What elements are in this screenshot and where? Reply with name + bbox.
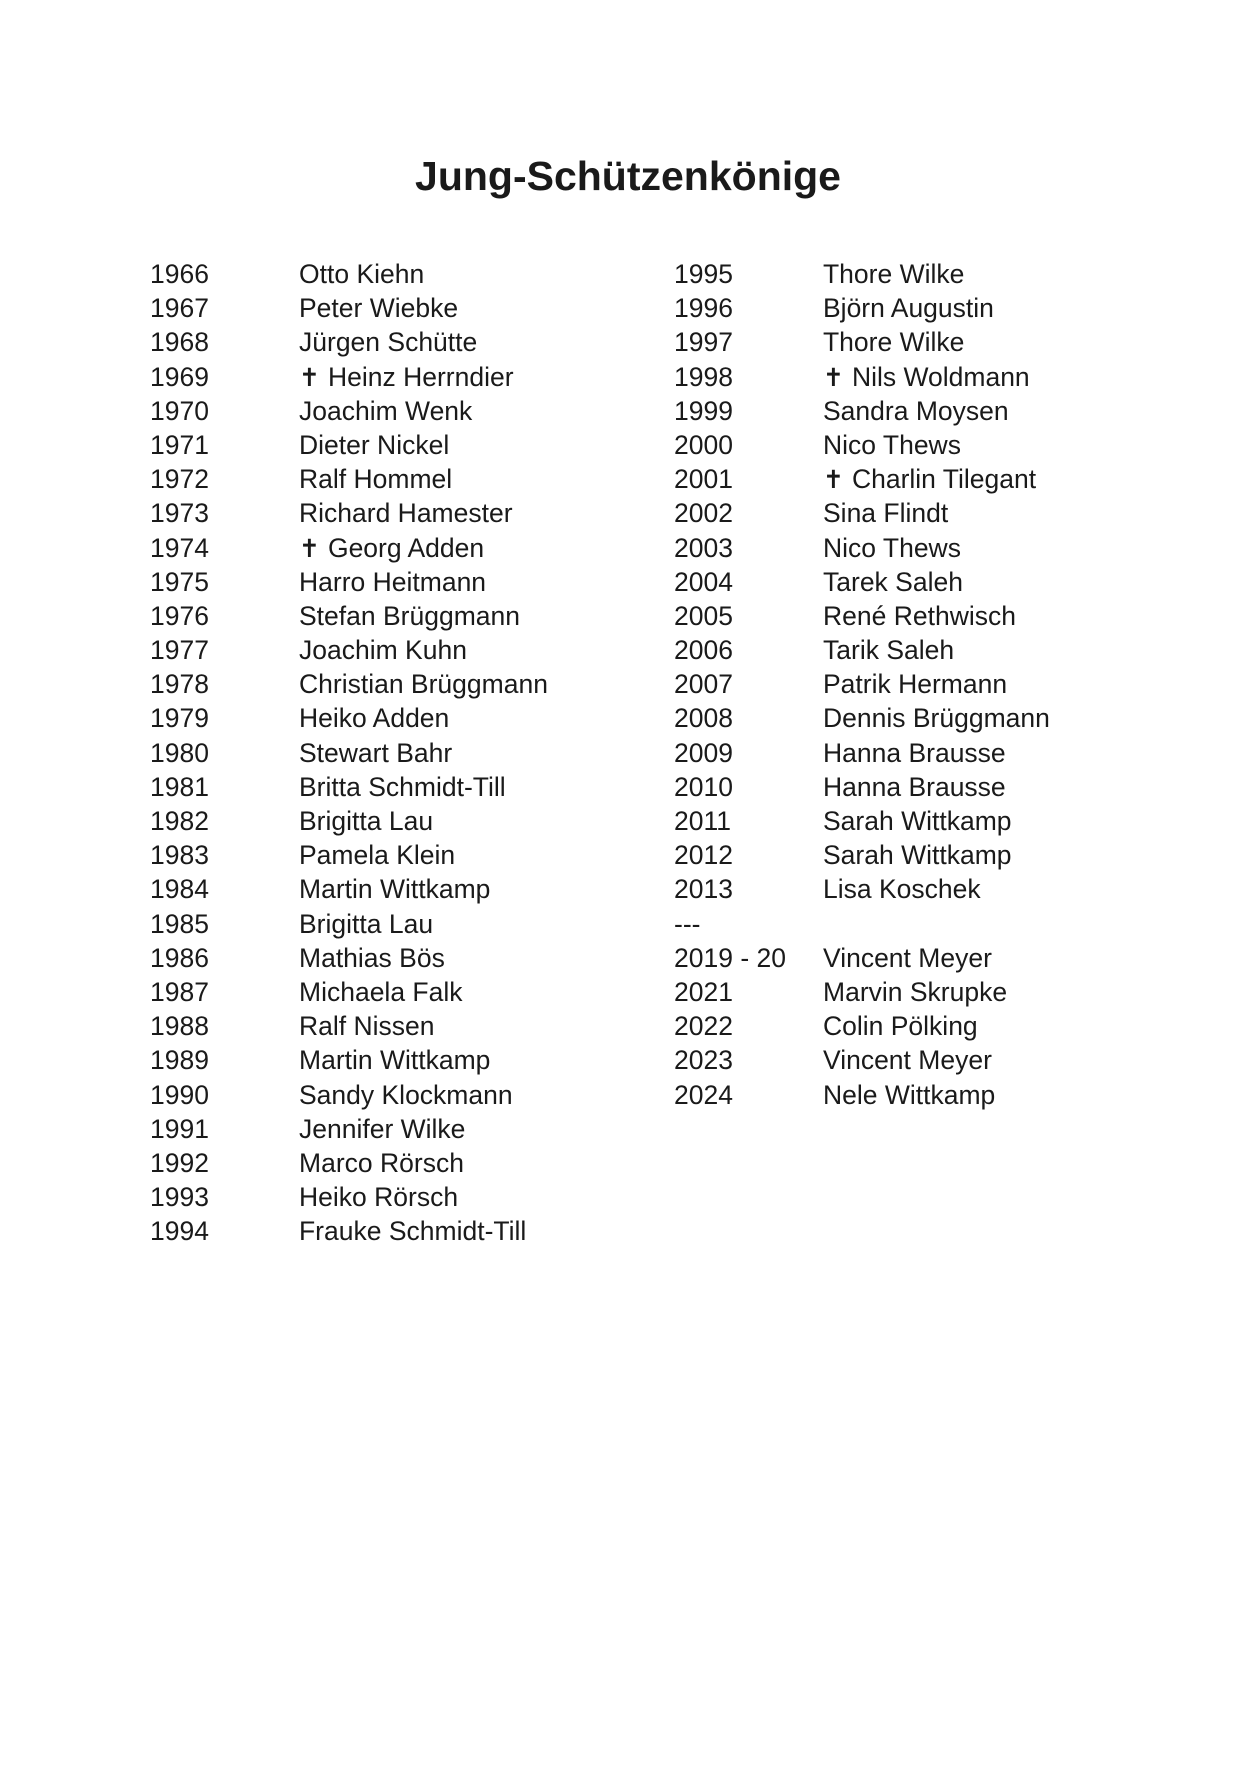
list-item (674, 531, 1174, 565)
list-item (150, 462, 610, 496)
king-name (823, 1009, 978, 1043)
king-name (299, 667, 548, 701)
list-item (150, 1214, 610, 1248)
year-label: 1988 (150, 1011, 209, 1042)
king-name (823, 1078, 995, 1112)
list-item (150, 428, 610, 462)
list-item (150, 872, 610, 906)
king-name-text: Georg Adden (327, 532, 485, 563)
king-name-text: Martin Wittkamp (299, 1045, 491, 1076)
year-label: 2009 (674, 737, 733, 768)
year-label: 1974 (150, 532, 209, 563)
king-name-text: René Rethwisch (823, 600, 1016, 631)
list-item (674, 496, 1174, 530)
list-item (150, 394, 610, 428)
list-item (150, 667, 610, 701)
year-label: 2011 (674, 806, 731, 836)
year-label: 1985 (150, 908, 209, 939)
king-name-text: Ralf Nissen (299, 1011, 435, 1042)
king-name-text: Brigitta Lau (299, 908, 434, 939)
list-item (674, 633, 1174, 667)
king-name-text: Sandra Moysen (823, 395, 1009, 426)
year-label: 1982 (150, 806, 209, 836)
king-name (823, 633, 954, 667)
year-label: 1966 (150, 259, 209, 289)
year-label: 1975 (150, 566, 209, 597)
year-label: 2001 (674, 464, 733, 495)
year-label: 2022 (674, 1011, 733, 1042)
king-name-text: Jennifer Wilke (299, 1113, 466, 1144)
list-item (150, 599, 610, 633)
king-name (299, 975, 462, 1009)
year-label: 2002 (674, 498, 733, 529)
year-label: 2012 (674, 840, 733, 871)
list-item (150, 291, 610, 325)
king-name (823, 872, 981, 906)
king-name (299, 633, 467, 667)
list-item (150, 1112, 610, 1146)
king-name-text: Richard Hamester (299, 498, 513, 529)
king-name (823, 975, 1007, 1009)
king-name-text: Heinz Herrndier (327, 361, 514, 392)
cross-icon: ✝ (299, 533, 320, 563)
king-name (823, 565, 963, 599)
year-label: 2024 (674, 1079, 733, 1110)
year-label: 1991 (150, 1113, 209, 1144)
king-name-text: Nico Thews (823, 532, 961, 563)
list-item (674, 325, 1174, 359)
year-label: 1972 (150, 464, 209, 495)
king-name-text: Lisa Koschek (823, 874, 981, 905)
king-name-text: Stefan Brüggmann (299, 600, 520, 631)
list-item (674, 257, 1174, 291)
year-label: 2000 (674, 429, 733, 460)
list-item (674, 907, 1174, 941)
year-label: 1973 (150, 498, 209, 529)
year-label: 1967 (150, 293, 209, 324)
king-name-text: Mathias Bös (299, 942, 445, 973)
cross-icon: ✝ (823, 465, 844, 495)
year-label: 2008 (674, 703, 733, 734)
list-item (150, 257, 610, 291)
king-name (299, 770, 506, 804)
king-name (299, 428, 449, 462)
year-label: 1983 (150, 840, 209, 871)
king-name-text: Dennis Brüggmann (823, 703, 1050, 734)
king-name (299, 736, 452, 770)
king-name (823, 257, 964, 291)
year-label: 2023 (674, 1045, 733, 1076)
king-name-text: Pamela Klein (299, 840, 456, 871)
king-name (299, 496, 513, 530)
list-item (150, 736, 610, 770)
king-name-text: Michaela Falk (299, 976, 463, 1007)
year-label: 1979 (150, 703, 209, 734)
king-name (823, 496, 948, 530)
king-name (823, 462, 1036, 496)
king-name (299, 838, 455, 872)
list-item (674, 701, 1174, 735)
king-name (823, 360, 1030, 394)
year-label: 1971 (150, 429, 209, 460)
list-item (674, 804, 1174, 838)
year-label: 1990 (150, 1079, 209, 1110)
list-item (150, 1078, 610, 1112)
king-name (299, 257, 424, 291)
year-label: 2013 (674, 874, 733, 905)
list-item (674, 428, 1174, 462)
left-column (150, 257, 610, 1248)
king-name-text: Tarek Saleh (823, 566, 963, 597)
list-item (150, 701, 610, 735)
king-name-text: Joachim Kuhn (299, 635, 467, 666)
list-item (150, 360, 610, 394)
list-item (674, 975, 1174, 1009)
king-name-text: Nico Thews (823, 429, 961, 460)
king-name-text: Peter Wiebke (299, 293, 459, 324)
right-column (674, 257, 1174, 1112)
year-label: 1987 (150, 976, 209, 1007)
year-label: 2003 (674, 532, 733, 563)
king-name (299, 941, 445, 975)
cross-icon: ✝ (823, 362, 844, 392)
list-item (150, 1009, 610, 1043)
year-label: 1977 (150, 635, 209, 666)
king-name (299, 394, 472, 428)
year-label: 2019 - 20 (674, 942, 786, 973)
year-label: 1993 (150, 1182, 209, 1213)
king-name-text: Otto Kiehn (299, 259, 425, 289)
king-name (299, 1214, 526, 1248)
list-item (674, 462, 1174, 496)
year-label: 1969 (150, 361, 209, 392)
year-label: 1996 (674, 293, 733, 324)
king-name (823, 804, 1012, 838)
king-name (823, 701, 1050, 735)
king-name-text: Sandy Klockmann (299, 1079, 513, 1110)
year-label: 1989 (150, 1045, 209, 1076)
year-label: 2021 (674, 976, 733, 1007)
king-name-text: Colin Pölking (823, 1011, 978, 1042)
year-label: 1981 (150, 771, 209, 802)
king-name (823, 291, 994, 325)
list-item (674, 1043, 1174, 1077)
list-item (674, 360, 1174, 394)
list-item (674, 565, 1174, 599)
king-name-text: Christian Brüggmann (299, 669, 548, 700)
king-name-text: Joachim Wenk (299, 395, 473, 426)
year-label: 1970 (150, 395, 209, 426)
list-item (150, 633, 610, 667)
king-name (823, 770, 1006, 804)
king-name (823, 838, 1012, 872)
list-item (674, 667, 1174, 701)
king-name (823, 736, 1006, 770)
list-item (674, 736, 1174, 770)
king-name-text: Britta Schmidt-Till (299, 771, 506, 802)
king-name-text: Ralf Hommel (299, 464, 453, 495)
list-item (150, 325, 610, 359)
list-item (674, 599, 1174, 633)
king-name (823, 941, 992, 975)
king-name (299, 804, 433, 838)
king-name (299, 1112, 465, 1146)
year-label: 1997 (674, 327, 733, 358)
king-name-text: Heiko Adden (299, 703, 450, 734)
year-label: 2010 (674, 771, 733, 802)
list-item (674, 1078, 1174, 1112)
king-name-text: Stewart Bahr (299, 737, 453, 768)
king-name-text: Patrik Hermann (823, 669, 1008, 700)
king-name (299, 531, 484, 565)
king-name (299, 1180, 458, 1214)
year-label: 1984 (150, 874, 209, 905)
year-label: 1994 (150, 1216, 209, 1247)
list-item (150, 975, 610, 1009)
king-name-text: Thore Wilke (823, 259, 965, 289)
year-label: 1999 (674, 395, 733, 426)
year-label: --- (674, 908, 701, 939)
king-name (299, 907, 433, 941)
year-label: 1992 (150, 1147, 209, 1178)
king-name (299, 360, 514, 394)
king-name (823, 531, 961, 565)
king-name-text: Jürgen Schütte (299, 327, 478, 358)
list-item (150, 804, 610, 838)
king-name-text: Dieter Nickel (299, 429, 450, 460)
king-name-text: Vincent Meyer (823, 1045, 992, 1076)
king-name (299, 291, 458, 325)
year-label: 1976 (150, 600, 209, 631)
king-name (823, 599, 1016, 633)
year-label: 2007 (674, 669, 733, 700)
year-label: 2005 (674, 600, 733, 631)
king-name (823, 1043, 992, 1077)
king-name (299, 1043, 490, 1077)
year-label: 2004 (674, 566, 733, 597)
page-title: Jung-Schützenkönige (415, 153, 841, 199)
king-name-text: Brigitta Lau (299, 806, 434, 836)
year-label: 1995 (674, 259, 733, 289)
king-name (299, 599, 520, 633)
king-name-text: Hanna Brausse (823, 737, 1006, 768)
list-item (674, 872, 1174, 906)
cross-icon: ✝ (299, 362, 320, 392)
king-name-text: Marvin Skrupke (823, 976, 1008, 1007)
list-item (150, 838, 610, 872)
king-name-text: Charlin Tilegant (851, 464, 1037, 495)
list-item (674, 770, 1174, 804)
king-name (299, 872, 490, 906)
king-name-text: Nele Wittkamp (823, 1079, 996, 1110)
list-item (674, 838, 1174, 872)
year-label: 2006 (674, 635, 733, 666)
king-name (299, 701, 449, 735)
king-name-text: Hanna Brausse (823, 771, 1006, 802)
king-name (823, 428, 961, 462)
king-name (823, 325, 964, 359)
king-name-text: Nils Woldmann (851, 361, 1030, 392)
list-item (674, 941, 1174, 975)
list-item (150, 1043, 610, 1077)
list-item (674, 394, 1174, 428)
king-name (299, 1009, 435, 1043)
list-item (150, 941, 610, 975)
king-name-text: Tarik Saleh (823, 635, 955, 666)
year-label: 1980 (150, 737, 209, 768)
list-item (150, 907, 610, 941)
king-name-text: Martin Wittkamp (299, 874, 491, 905)
king-name-text: Vincent Meyer (823, 942, 992, 973)
king-name (299, 325, 477, 359)
king-name-text: Sarah Wittkamp (823, 806, 1012, 836)
king-name-text: Sarah Wittkamp (823, 840, 1012, 871)
year-label: 1986 (150, 942, 209, 973)
list-item (150, 770, 610, 804)
list-item (150, 1146, 610, 1180)
list-item (150, 531, 610, 565)
king-name-text: Harro Heitmann (299, 566, 487, 597)
king-name (823, 667, 1007, 701)
year-label: 1968 (150, 327, 209, 358)
year-label: 1998 (674, 361, 733, 392)
king-name (299, 1146, 464, 1180)
king-name-text: Marco Rörsch (299, 1147, 464, 1178)
king-name-text: Sina Flindt (823, 498, 949, 529)
list-item (674, 291, 1174, 325)
king-name (299, 462, 452, 496)
king-name-text: Björn Augustin (823, 293, 994, 324)
list-item (150, 496, 610, 530)
year-label: 1978 (150, 669, 209, 700)
list-item (674, 1009, 1174, 1043)
king-name (299, 1078, 513, 1112)
list-item (150, 1180, 610, 1214)
king-name-text: Frauke Schmidt-Till (299, 1216, 527, 1247)
king-name-text: Thore Wilke (823, 327, 965, 358)
king-name (299, 565, 486, 599)
king-name (823, 394, 1009, 428)
king-name-text: Heiko Rörsch (299, 1182, 459, 1213)
list-item (150, 565, 610, 599)
